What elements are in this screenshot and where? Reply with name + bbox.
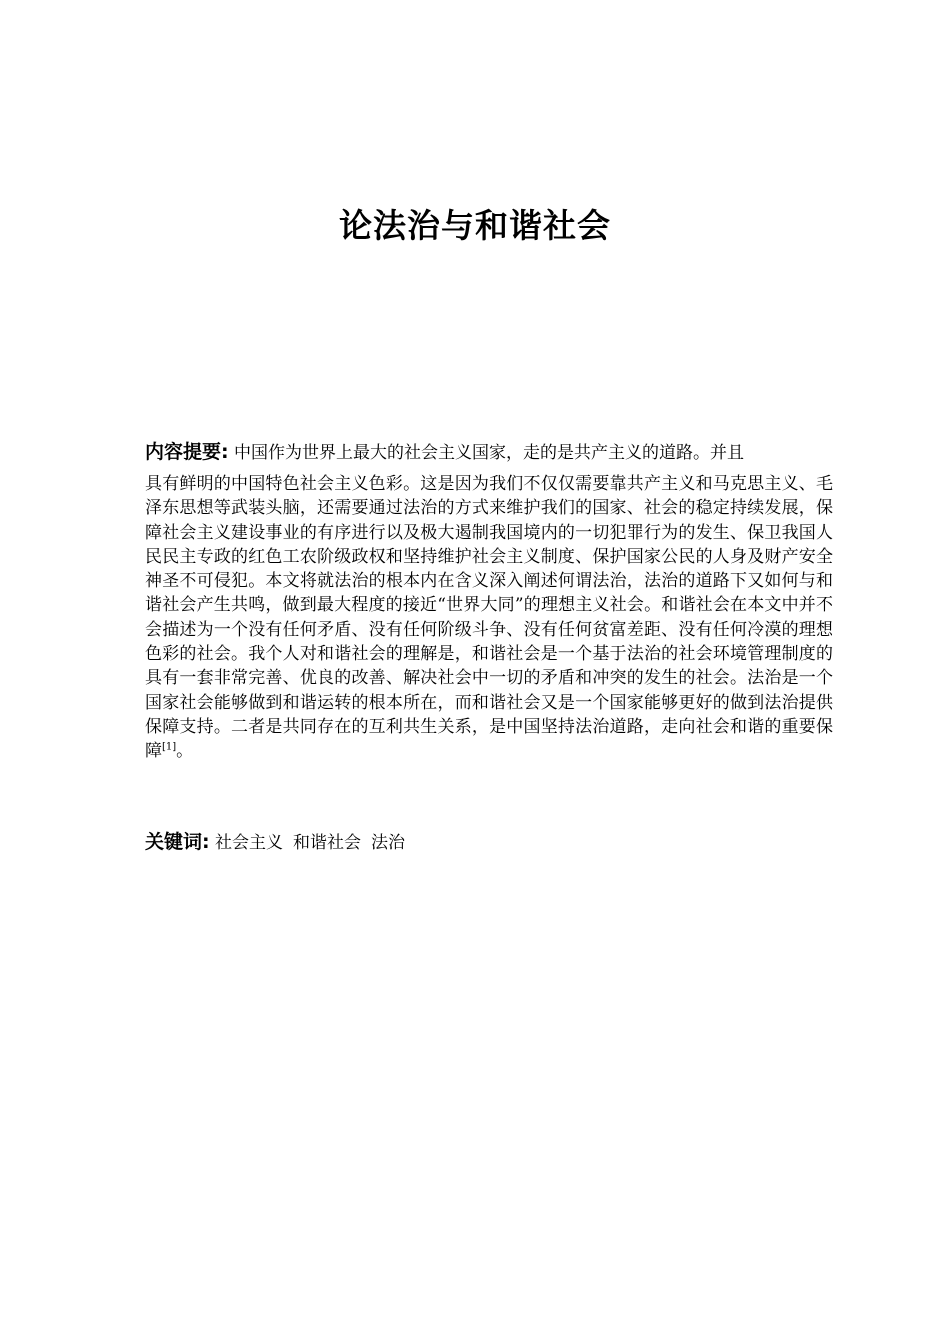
abstract-body-text: 具有鲜明的中国特色社会主义色彩。这是因为我们不仅仅需要靠共产主义和马克思主义、毛泽东思想等武装头脑，还需要通过法治的方式来维护我们的国家、社会的稳定持续发展，保障社会主义建设事业的有序进行以及极大遏制我国境内的一切犯罪行为的发生、保卫我国人民民主专政的红色工农阶级政权和坚持维护社会主义制度、保护国家公民的人身及财产安全神圣不可侵犯。本文将就法治的根本内在含义深入阐述何谓法治，法治的道路下又如何与和谐社会产生共鸣，做到最大程度的接近“世界大同”的理想主义社会。和谐社会在本文中并不会描述为一个没有任何矛盾、没有任何阶级斗争、没有任何贫富差距、没有任何冷漠的理想色彩的社会。我个人对和谐社会的理解是，和谐社会是一个基于法治的社会环境管理制度的具有一套非常完善、优良的改善、解决社会中一切的矛盾和冲突的发生的社会。法治是一个国家社会能够做到和谐运转的根本所在，而和谐社会又是一个国家能够更好的做到法治提供保障支持。二者是共同存在的互利共生关系，是中国坚持法治道路，走向社会和谐的重要保障 bbox=[145, 474, 833, 762]
keywords-line bbox=[145, 826, 833, 859]
citation-reference[interactable]: [1] bbox=[162, 741, 177, 753]
abstract-paragraph bbox=[145, 436, 833, 764]
abstract-label: 内容提要: bbox=[145, 441, 229, 463]
keyword-item: 和谐社会 bbox=[293, 833, 362, 853]
keyword-item: 社会主义 bbox=[215, 833, 284, 853]
abstract-first-line-text: 中国作为世界上最大的社会主义国家，走的是共产主义的道路。并且 bbox=[234, 443, 745, 463]
abstract-first-line bbox=[145, 436, 833, 469]
keyword-item: 法治 bbox=[371, 833, 406, 853]
abstract-ending: 。 bbox=[176, 741, 194, 762]
page-title: 论法治与和谐社会 bbox=[339, 206, 611, 245]
keywords-label: 关键词: bbox=[145, 831, 210, 853]
